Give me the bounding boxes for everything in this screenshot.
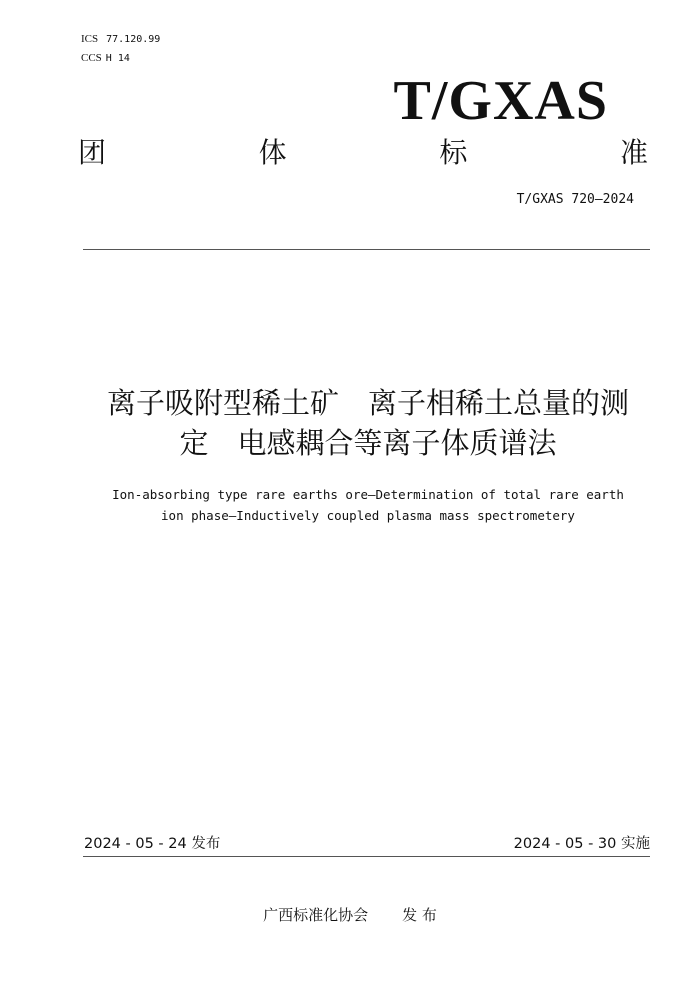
standard-brand-logo: T/GXAS bbox=[393, 70, 608, 132]
english-title bbox=[60, 484, 676, 526]
ics-code: 77.120.99 bbox=[106, 34, 161, 45]
implementation-date: 2024 - 05 - 30 实施 bbox=[513, 836, 650, 852]
chinese-title bbox=[60, 383, 676, 463]
publisher-line bbox=[0, 905, 700, 925]
publish-word: 发 布 bbox=[402, 906, 437, 924]
issue-date: 2024 - 05 - 24 发布 bbox=[84, 836, 221, 852]
ccs-line bbox=[81, 52, 130, 65]
category-heading bbox=[78, 136, 648, 170]
english-title-line-1: Ion-absorbing type rare earths ore—Determination of total rare earth bbox=[112, 487, 624, 502]
ics-line bbox=[81, 33, 160, 46]
top-divider bbox=[83, 249, 650, 250]
category-char-1: 团 bbox=[78, 136, 107, 169]
publisher-name: 广西标准化协会 bbox=[263, 906, 369, 924]
chinese-title-line-2: 定 电感耦合等离子体质谱法 bbox=[179, 426, 557, 460]
category-char-2: 体 bbox=[258, 136, 287, 169]
category-char-3: 标 bbox=[439, 136, 468, 169]
english-title-line-2: ion phase—Inductively coupled plasma mass spectrometery bbox=[161, 508, 575, 523]
standard-number: T/GXAS 720—2024 bbox=[516, 192, 634, 207]
ccs-code: H 14 bbox=[105, 53, 130, 64]
chinese-title-line-1: 离子吸附型稀土矿 离子相稀土总量的测 bbox=[106, 386, 629, 420]
bottom-divider bbox=[83, 856, 650, 857]
ics-label: ICS bbox=[81, 33, 99, 45]
category-char-4: 准 bbox=[619, 136, 648, 169]
ccs-label: CCS bbox=[81, 52, 102, 64]
